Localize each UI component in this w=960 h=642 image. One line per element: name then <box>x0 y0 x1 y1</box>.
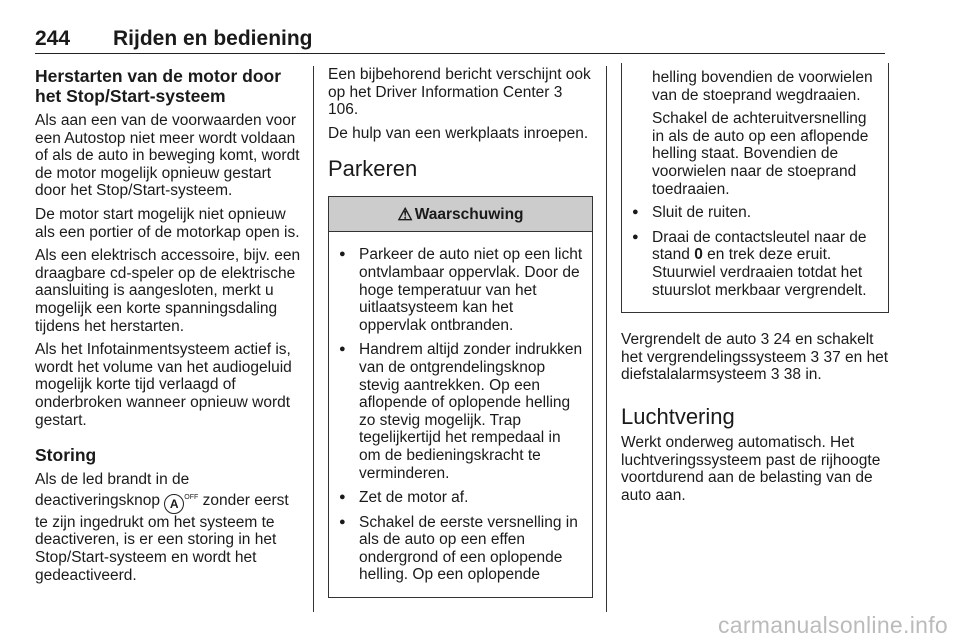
paragraph: De motor start mogelijk niet opnieuw als een portier of de motorkap open is. <box>35 205 300 241</box>
list-item-continued: Schakel de achteruitversnelling in als de auto op een aflopende helling staat. Bovendien de voorwielen naar de stoeprand toedraaien. <box>652 110 869 198</box>
list-item: ● Zet de motor af. <box>337 489 584 507</box>
warning-box <box>328 196 593 598</box>
list-item <box>630 229 880 299</box>
page-number: 244 <box>35 27 71 50</box>
list-item: ● Sluit de ruiten. <box>630 204 880 222</box>
paragraph: Vergrendelt de auto 3 24 en schakelt het vergrendelingssysteem 3 37 en het diefstalalarmsysteem 3 38 in. <box>621 331 889 384</box>
section-heading: Herstarten van de motor door het Stop/Start-systeem <box>35 66 282 106</box>
text: Draai de contactsleutel naar de stand <box>652 228 867 264</box>
list-item: ● Parkeer de auto niet op een licht ontvlambaar oppervlak. Door de hoge temperatuur van het uitlaatsysteem kan het oppervlak ontbranden. <box>337 246 584 334</box>
list-item-continued: helling bovendien de voorwielen van de stoeprand wegdraaien. <box>652 69 873 104</box>
column-1 <box>35 66 303 590</box>
paragraph: Werkt onderweg automatisch. Het luchtveringssysteem past de rijhoogte voortdurend aan de belasting van de auto aan. <box>621 433 881 504</box>
section-heading: Storing <box>35 445 97 466</box>
column-divider <box>313 66 314 612</box>
watermark: carmanualsonline.info <box>717 612 948 638</box>
warning-body <box>329 232 592 597</box>
warning-header <box>329 197 592 232</box>
text: zonder eerst te zijn ingedrukt om het systeem te deactiveren, is er een storing in het Stop/Start-systeem en wordt het gedeactiveerd. <box>35 491 289 584</box>
paragraph: Als een elektrisch accessoire, bijv. een draagbare cd-speler op de elektrische aansluiting is aangesloten, merkt u mogelijk een korte spanningsdaling tijdens het herstarten. <box>35 247 301 335</box>
column-divider <box>606 66 607 612</box>
section-heading: Luchtvering <box>621 403 735 429</box>
column-2 <box>328 66 593 598</box>
chapter-title: Rijden en bediening <box>113 27 313 50</box>
paragraph <box>35 471 303 584</box>
page-header <box>35 27 885 54</box>
warning-box-continued <box>621 63 889 313</box>
paragraph <box>328 66 593 119</box>
list-item: ● Handrem altijd zonder indrukken van de ontgrendelingsknop stevig aantrekken. Op een aflopende of oplopende helling zo stevig mogelijk. Trap tegelijkertijd het rempedaal in om de bedieningskracht te verminderen. <box>337 341 584 482</box>
paragraph: Als het Infotainmentsysteem actief is, wordt het volume van het audiogeluid mogelijk korte tijd verlaagd of onderbroken wanneer opnieuw wordt gestart. <box>35 341 292 429</box>
list-item: ● Schakel de eerste versnelling in als de auto op een effen ondergrond of een oplopende helling. Op een oplopende <box>337 514 584 584</box>
paragraph: Als aan een van de voorwaarden voor een Autostop niet meer wordt voldaan of als de auto in beweging komt, wordt de motor mogelijk opnieuw gestart door het Stop/Start-systeem. <box>35 112 300 200</box>
warning-body <box>622 63 888 312</box>
section-heading: Parkeren <box>328 156 418 182</box>
text: Als de led brandt in de deactiveringsknop <box>35 471 190 509</box>
page-reference: 3 106. <box>328 83 563 119</box>
warning-triangle-icon: ⚠ <box>397 204 413 224</box>
text: en trek deze eruit. Stuurwiel verdraaien totdat het stuurslot merkbaar vergrendelt. <box>652 246 867 299</box>
off-superscript: OFF <box>184 493 199 501</box>
warning-title: Waarschuwing <box>414 205 524 223</box>
column-3 <box>621 63 889 510</box>
text: Een bijbehorend bericht verschijnt ook op het Driver Information Center <box>328 66 591 101</box>
ignition-position: 0 <box>694 246 703 264</box>
auto-stop-off-icon: A <box>164 494 184 514</box>
paragraph: De hulp van een werkplaats inroepen. <box>328 124 589 142</box>
